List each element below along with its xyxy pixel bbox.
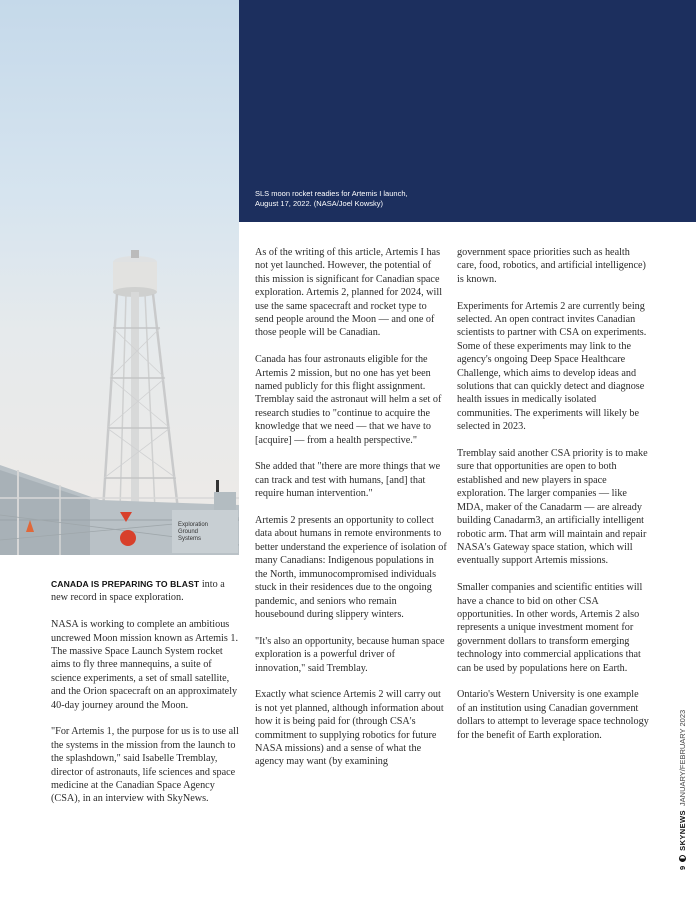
paragraph: Exactly what science Artemis 2 will carry out is not yet planned, although information about how it is being paid for (through CSA's commitment to supplying robotics for future NASA missions) and a sense of what the agency may want (by examining (255, 689, 444, 768)
issue-date: JANUARY/FEBRUARY 2023 (678, 709, 687, 807)
lead-in: CANADA IS PREPARING TO BLAST (51, 579, 200, 589)
page-folio (668, 709, 688, 870)
caption-line-2: August 17, 2022. (NASA/Joel Kowsky) (255, 199, 383, 208)
paragraph: Experiments for Artemis 2 are currently being selected. An open contract invites Canadian scientists to partner with CSA on experiments. Some of these experiments may link to the agency's ongoing Deep Space Healthcare Challenge, which aims to develop ideas and solutions that can quickly detect and diagnose health issues in medically isolated communities. The experiments will likely be selected in 2023. (457, 300, 647, 433)
svg-text:Ground: Ground (178, 529, 199, 535)
article-column-2 (255, 246, 447, 782)
magazine-name: SKYNEWS (678, 810, 687, 851)
page-number: 9 (678, 865, 687, 870)
paragraph: CANADA IS PREPARING TO BLAST into a new record in space exploration. (51, 579, 225, 604)
caption-line-1: SLS moon rocket readies for Artemis I launch, (255, 189, 408, 198)
article-column-3 (457, 246, 649, 755)
paragraph: NASA is working to complete an ambitious uncrewed Moon mission known as Artemis 1. The massive Space Launch System rocket aims to fly three mannequins, a suite of science experiments, a set of small satellite, and the Orion spacecraft on an approximately 40-day journey around the Moon. (51, 619, 239, 711)
paragraph: As of the writing of this article, Artemis I has not yet launched. However, the potential of this mission is significant for Canadian space exploration. Artemis 2, planned for 2024, will use the same spacecraft and rocket type to send people around the Moon — and one of those people will be Canadian. (255, 247, 443, 339)
paragraph: Canada has four astronauts eligible for the Artemis 2 mission, but no one has yet been named publicly for this flight assignment. Tremblay said the astronaut will helm a set of research studies to "continue to acquire the knowledge that we need — that we have to [acquire] — from a health perspective." (255, 354, 442, 446)
paragraph: "It's also an opportunity, because human space exploration is a powerful driver of innovation," said Tremblay. (255, 635, 445, 674)
paragraph: Smaller companies and scientific entities will have a chance to bid on other CSA opportunities. In other words, Artemis 2 also represents a unique investment moment for government dollars to transform emerging technology into commercial applications that can be used by populations here on Earth. (457, 582, 643, 674)
article-photo (0, 0, 239, 555)
paragraph: Tremblay said another CSA priority is to make sure that opportunities are open to both established and new players in space exploration. The larger companies — like MDA, maker of the Canadarm — are already building Canadarm3, an artificially intelligent robotic arm. That arm will maintain and repair NASA's Gateway space station, which will eventually support Artemis missions. (457, 448, 648, 567)
article-column-1 (51, 578, 241, 819)
photo-caption (255, 189, 408, 209)
paragraph: She added that "there are more things that we can track and test with humans, [and] that require human intervention." (255, 461, 441, 500)
paragraph: "For Artemis 1, the purpose for us is to use all the systems in the mission from the launch to the splashdown," said Isabelle Tremblay, director of astronauts, life sciences and space medicine at the Canadian Space Agency (CSA), in an interview with SkyNews. (51, 726, 239, 805)
paragraph: Ontario's Western University is one example of an institution using Canadian government dollars to attempt to leverage space technology for the benefit of Earth exploration. (457, 689, 649, 741)
svg-text:Systems: Systems (178, 536, 202, 542)
caption-panel (239, 0, 696, 222)
paragraph: government space priorities such as health care, food, robotics, and artificial intelligence) is known. (457, 247, 646, 285)
sign-text: Exploration (178, 522, 209, 528)
water-tower-illustration (0, 0, 239, 555)
paragraph: Artemis 2 presents an opportunity to collect data about humans in remote environments to better understand the experience of isolation of many Canadians: Indigenous populations in the North, immunocompromised individuals stuck in their residences due to the ongoing pandemic, and seniors who remain housebound during slippery winters. (255, 515, 447, 620)
skynews-logo-icon (679, 855, 686, 862)
